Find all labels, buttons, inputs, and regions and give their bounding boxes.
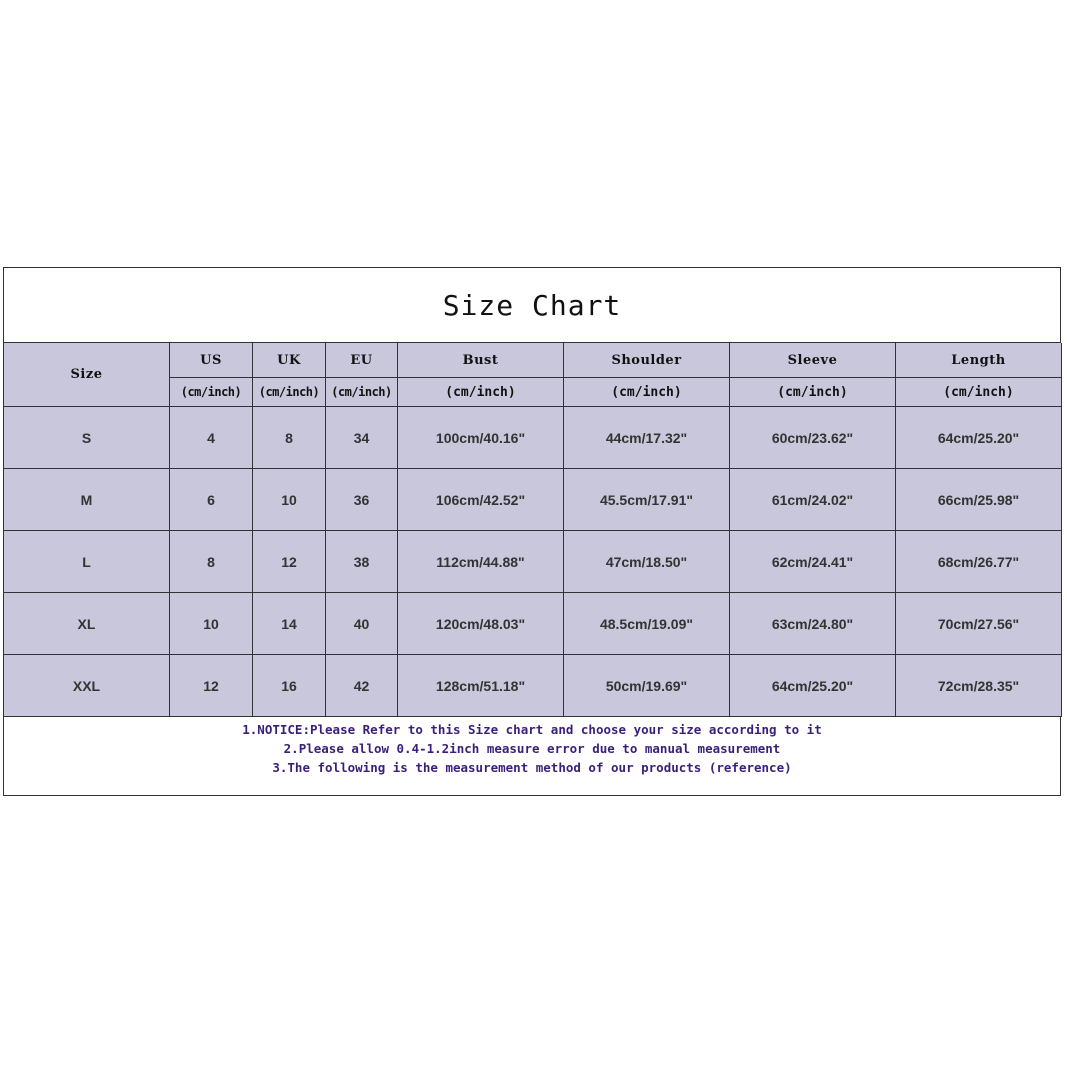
title-box bbox=[4, 268, 1060, 343]
table-cell-length: 66cm/25.98" bbox=[896, 469, 1062, 531]
table-cell-uk: 10 bbox=[253, 469, 326, 531]
table-cell-shoulder: 45.5cm/17.91" bbox=[564, 469, 730, 531]
table-cell-eu: 42 bbox=[326, 655, 398, 717]
unit-label-eu: (cm/inch) bbox=[326, 378, 398, 407]
table-row bbox=[4, 531, 1062, 593]
column-header-shoulder: Shoulder bbox=[564, 343, 730, 378]
header-row bbox=[4, 343, 1062, 378]
unit-label-shoulder: (cm/inch) bbox=[564, 378, 730, 407]
table-cell-us: 6 bbox=[170, 469, 253, 531]
table-cell-shoulder: 48.5cm/19.09" bbox=[564, 593, 730, 655]
table-cell-shoulder: 47cm/18.50" bbox=[564, 531, 730, 593]
table-cell-bust: 100cm/40.16" bbox=[398, 407, 564, 469]
column-header-bust: Bust bbox=[398, 343, 564, 378]
table-cell-length: 70cm/27.56" bbox=[896, 593, 1062, 655]
table-cell-sleeve: 61cm/24.02" bbox=[730, 469, 896, 531]
column-header-uk: UK bbox=[253, 343, 326, 378]
table-cell-length: 72cm/28.35" bbox=[896, 655, 1062, 717]
table-row bbox=[4, 407, 1062, 469]
table-cell-length: 64cm/25.20" bbox=[896, 407, 1062, 469]
column-header-us: US bbox=[170, 343, 253, 378]
unit-label-us: (cm/inch) bbox=[170, 378, 253, 407]
table-cell-shoulder: 44cm/17.32" bbox=[564, 407, 730, 469]
table-cell-bust: 112cm/44.88" bbox=[398, 531, 564, 593]
table-cell-sleeve: 64cm/25.20" bbox=[730, 655, 896, 717]
column-header-eu: EU bbox=[326, 343, 398, 378]
note-line: 2.Please allow 0.4-1.2inch measure error due to manual measurement bbox=[283, 741, 781, 756]
table-cell-eu: 34 bbox=[326, 407, 398, 469]
table-cell-bust: 106cm/42.52" bbox=[398, 469, 564, 531]
table-cell-sleeve: 62cm/24.41" bbox=[730, 531, 896, 593]
unit-label-uk: (cm/inch) bbox=[253, 378, 326, 407]
table-row bbox=[4, 469, 1062, 531]
table-cell-size: M bbox=[4, 469, 170, 531]
table-cell-us: 8 bbox=[170, 531, 253, 593]
table-cell-uk: 12 bbox=[253, 531, 326, 593]
table-cell-uk: 14 bbox=[253, 593, 326, 655]
table-cell-us: 4 bbox=[170, 407, 253, 469]
table-cell-eu: 38 bbox=[326, 531, 398, 593]
table-cell-bust: 120cm/48.03" bbox=[398, 593, 564, 655]
column-header-size: Size bbox=[4, 343, 170, 407]
unit-label-bust: (cm/inch) bbox=[398, 378, 564, 407]
column-header-sleeve: Sleeve bbox=[730, 343, 896, 378]
table-cell-us: 10 bbox=[170, 593, 253, 655]
table-cell-size: S bbox=[4, 407, 170, 469]
table-cell-eu: 40 bbox=[326, 593, 398, 655]
table-cell-uk: 8 bbox=[253, 407, 326, 469]
table-row bbox=[4, 593, 1062, 655]
note-line: 1.NOTICE:Please Refer to this Size chart and choose your size according to it bbox=[242, 722, 822, 737]
unit-label-length: (cm/inch) bbox=[896, 378, 1062, 407]
notes bbox=[4, 717, 1060, 777]
size-table bbox=[3, 343, 1062, 717]
unit-label-sleeve: (cm/inch) bbox=[730, 378, 896, 407]
page-title: Size Chart bbox=[442, 288, 622, 322]
table-cell-size: L bbox=[4, 531, 170, 593]
table-cell-length: 68cm/26.77" bbox=[896, 531, 1062, 593]
column-header-length: Length bbox=[896, 343, 1062, 378]
table-cell-us: 12 bbox=[170, 655, 253, 717]
table-cell-eu: 36 bbox=[326, 469, 398, 531]
table-cell-bust: 128cm/51.18" bbox=[398, 655, 564, 717]
table-cell-sleeve: 63cm/24.80" bbox=[730, 593, 896, 655]
table-cell-size: XXL bbox=[4, 655, 170, 717]
note-line: 3.The following is the measurement method of our products (reference) bbox=[272, 760, 792, 775]
table-cell-sleeve: 60cm/23.62" bbox=[730, 407, 896, 469]
table-cell-size: XL bbox=[4, 593, 170, 655]
size-chart bbox=[3, 267, 1061, 796]
table-row bbox=[4, 655, 1062, 717]
table-cell-shoulder: 50cm/19.69" bbox=[564, 655, 730, 717]
table-cell-uk: 16 bbox=[253, 655, 326, 717]
